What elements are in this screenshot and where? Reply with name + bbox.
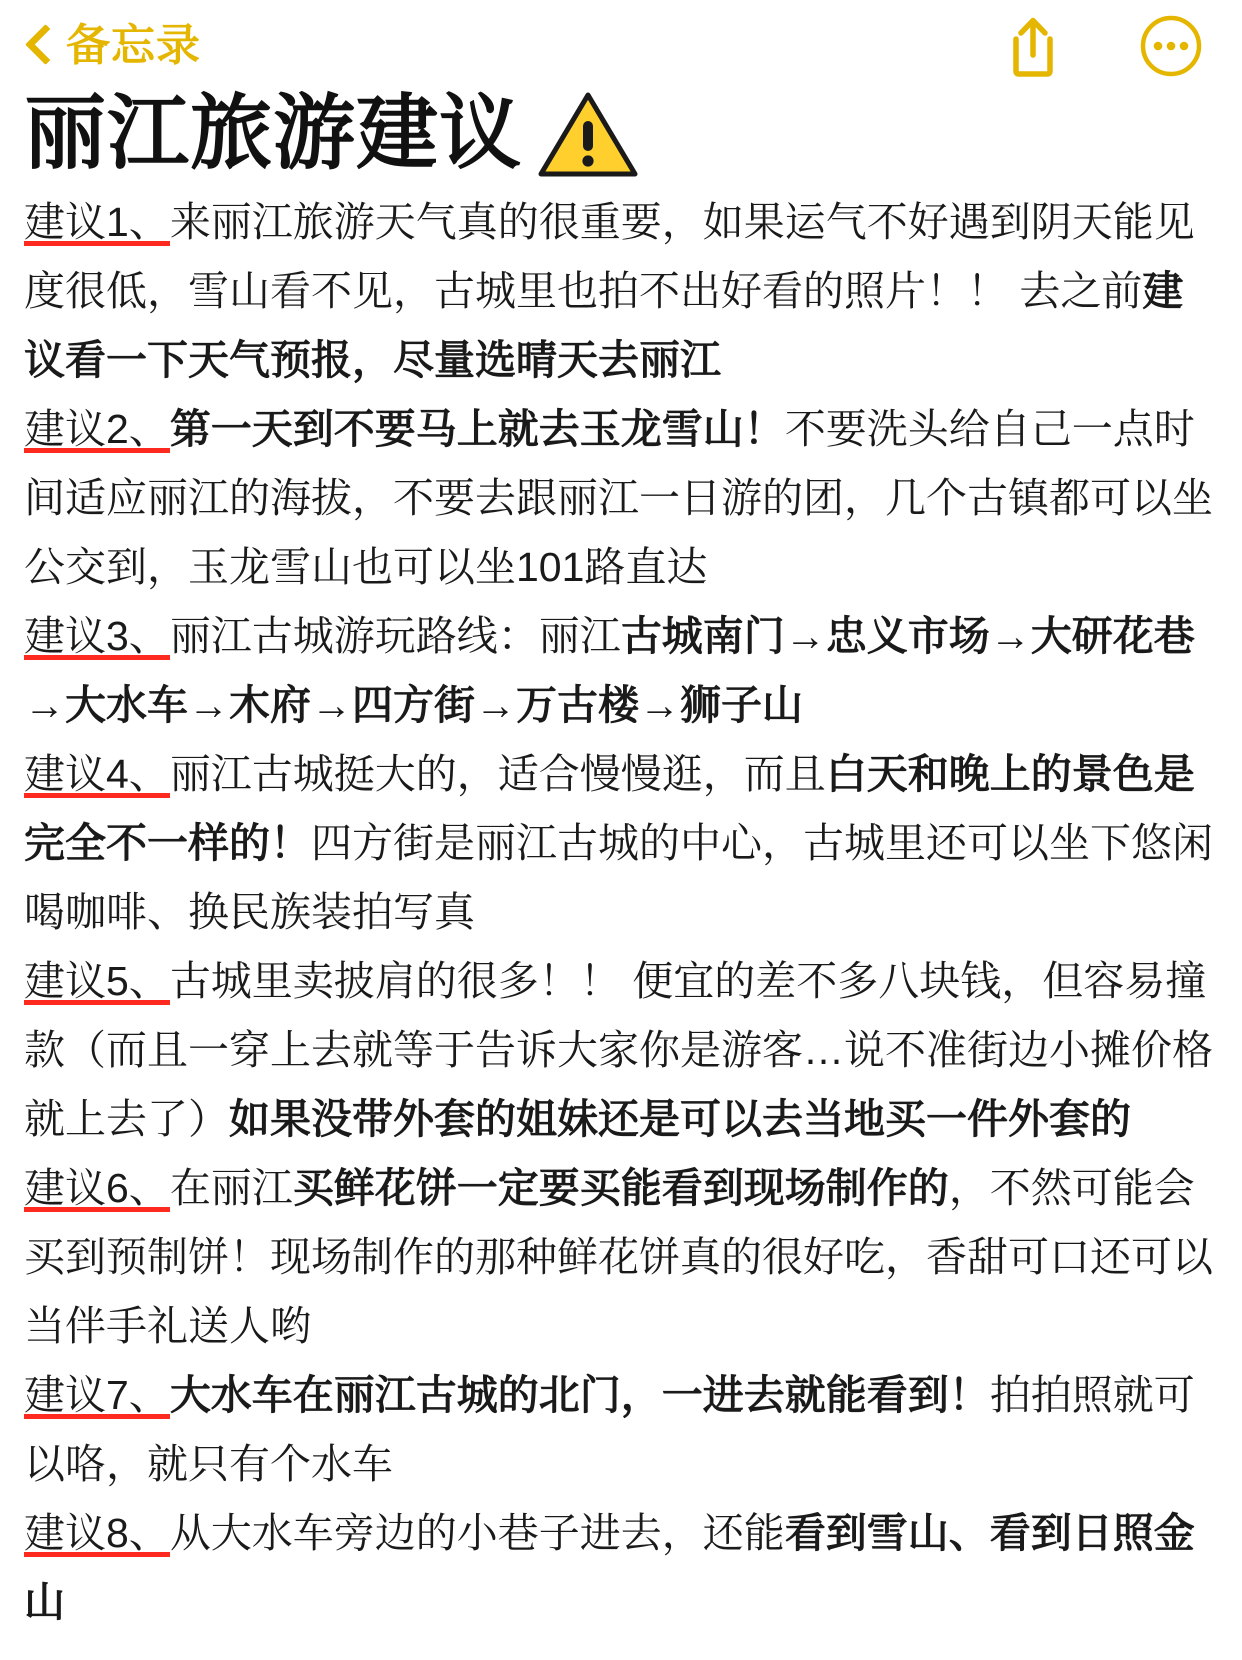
tip-text-bold: 大水车在丽江古城的北门，一进去就能看到！: [169, 1372, 990, 1418]
share-button[interactable]: [1000, 13, 1066, 79]
tip-text-bold: 买鲜花饼一定要买能看到现场制作的: [292, 1165, 949, 1211]
tip-lead-label: 建议4、: [24, 751, 170, 800]
tip-text: 四方街是丽江古城的中心，古城里还可以坐下悠闲喝咖啡、换民族装拍写真: [24, 820, 1213, 935]
tip-lead-label: 建议3、: [24, 613, 170, 662]
tip-lead-label: 建议1、: [24, 199, 170, 248]
tip-lead-label: 建议7、: [24, 1372, 170, 1421]
chevron-left-icon: [22, 21, 56, 71]
tip-lead-label: 建议2、: [24, 406, 170, 455]
tip-lead-label: 建议5、: [24, 958, 170, 1007]
tip-lead-label: 建议8、: [24, 1510, 170, 1559]
tip-text: 拍拍照就可以咯，就只有个水车: [24, 1372, 1195, 1487]
back-button[interactable]: [22, 21, 201, 71]
more-options-button[interactable]: [1138, 13, 1204, 79]
tip-text: 从大水车旁边的小巷子进去，还能: [169, 1510, 785, 1556]
tip-paragraph: [24, 602, 1222, 740]
tip-text: 不要洗头给自己一点时间适应丽江的海拔，不要去跟丽江一日游的团，几个古镇都可以坐公交到，玉龙雪山也可以坐101路直达: [24, 406, 1213, 590]
top-actions: [1000, 13, 1204, 79]
tip-paragraph: [24, 395, 1222, 602]
tip-text: 来丽江旅游天气真的很重要，如果运气不好遇到阴天能见度很低，雪山看不见，古城里也拍不出好看的照片！！ 去之前: [24, 199, 1195, 314]
tip-paragraph: [24, 1154, 1222, 1361]
share-icon: [1004, 15, 1062, 77]
page-title: 丽江旅游建议: [24, 87, 523, 179]
tip-paragraph: [24, 1499, 1222, 1637]
tip-text: ，不然可能会买到预制饼！现场制作的那种鲜花饼真的很好吃，香甜可口还可以当伴手礼送人哟: [24, 1165, 1213, 1349]
tip-text-bold: 白天和晚上的景色是完全不一样的！: [24, 751, 1195, 866]
tip-paragraph: [24, 947, 1222, 1154]
tip-text-bold: 建议看一下天气预报，尽量选晴天去丽江: [24, 268, 1184, 383]
top-bar: [0, 0, 1242, 92]
note-title-row: [0, 86, 1242, 182]
tip-text: 在丽江: [169, 1165, 293, 1211]
tip-text: 丽江古城游玩路线：丽江: [169, 613, 621, 659]
back-button-label: 备忘录: [66, 21, 201, 70]
warning-triangle-icon: [536, 86, 640, 182]
tip-text-bold: 古城南门→忠义市场→大研花巷→大水车→木府→四方街→万古楼→狮子山: [24, 613, 1195, 728]
note-body: [0, 182, 1242, 1637]
tip-paragraph: [24, 740, 1222, 947]
tip-text-bold: 第一天到不要马上就去玉龙雪山！: [169, 406, 785, 452]
tip-lead-label: 建议6、: [24, 1165, 170, 1214]
tip-text: 古城里卖披肩的很多！！ 便宜的差不多八块钱，但容易撞款（而且一穿上去就等于告诉大家你是游客…说不准街边小摊价格就上去了）: [24, 958, 1213, 1142]
tip-paragraph: [24, 188, 1222, 395]
tip-paragraph: [24, 1361, 1222, 1499]
tip-text-bold: 看到雪山、看到日照金山: [24, 1510, 1195, 1625]
tip-text-bold: 如果没带外套的姐妹还是可以去当地买一件外套的: [229, 1096, 1131, 1142]
more-ellipsis-icon: [1139, 14, 1203, 78]
tips-container: [24, 188, 1222, 1637]
tip-text: 丽江古城挺大的，适合慢慢逛，而且: [169, 751, 826, 797]
